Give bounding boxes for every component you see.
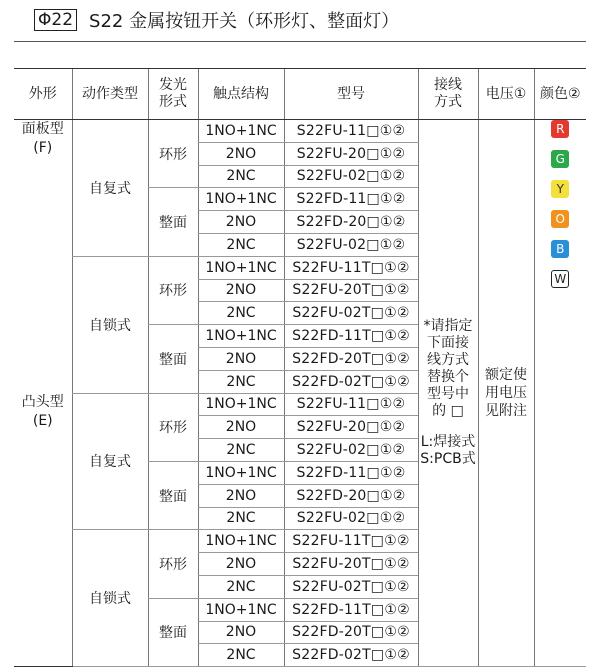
wiring-note: *请指定 下面接 线方式 替换个 型号中 的 □ <box>423 318 473 420</box>
cell-model: S22FU-02T□①② <box>284 575 418 598</box>
cell-model: S22FU-02□①② <box>284 507 418 530</box>
cell-contact: 1NO+1NC <box>198 461 284 484</box>
header-voltage: 电压① <box>478 69 534 120</box>
cell-light-type: 整面 <box>148 188 198 256</box>
cell-light-type: 整面 <box>148 325 198 393</box>
cell-model: S22FD-02T□①② <box>284 370 418 393</box>
cell-light-type: 整面 <box>148 461 198 529</box>
cell-action-type: 自锁式 <box>72 256 148 393</box>
color-badge-red: R <box>551 120 569 138</box>
cell-contact: 2NC <box>198 644 284 667</box>
cell-action-type: 自锁式 <box>72 530 148 667</box>
wiring-options: L:焊接式 S:PCB式 <box>420 434 476 468</box>
color-badge-white: W <box>551 270 569 288</box>
cell-wiring <box>418 120 478 667</box>
cell-contact: 2NC <box>198 507 284 530</box>
cell-model: S22FU-20T□①② <box>284 553 418 576</box>
cell-model: S22FU-02□①② <box>284 233 418 256</box>
cell-contact: 2NC <box>198 165 284 188</box>
cell-light-type: 环形 <box>148 530 198 598</box>
cell-contact: 1NO+1NC <box>198 188 284 211</box>
cell-contact: 2NC <box>198 302 284 325</box>
cell-contact: 2NC <box>198 370 284 393</box>
header-model: 型号 <box>284 69 418 120</box>
cell-model: S22FU-11T□①② <box>284 530 418 553</box>
cell-model: S22FD-20T□①② <box>284 621 418 644</box>
header-wiring: 接线 方式 <box>418 69 478 120</box>
cell-action-type: 自复式 <box>72 120 148 257</box>
cell-contact: 1NO+1NC <box>198 598 284 621</box>
cell-contact: 2NO <box>198 621 284 644</box>
cell-contact: 1NO+1NC <box>198 256 284 279</box>
cell-model: S22FU-02□①② <box>284 165 418 188</box>
spec-table <box>14 68 586 667</box>
color-badge-yellow: Y <box>551 180 569 198</box>
cell-light-type: 环形 <box>148 120 198 188</box>
cell-contact: 1NO+1NC <box>198 393 284 416</box>
cell-model: S22FU-11□①② <box>284 120 418 143</box>
page-title <box>34 5 399 35</box>
cell-contact: 2NO <box>198 553 284 576</box>
cell-model: S22FU-11T□①② <box>284 256 418 279</box>
color-badge-blue: B <box>551 240 569 258</box>
cell-voltage: 额定使 用电压 见附注 <box>478 120 534 667</box>
title-text: S22 金属按钮开关（环形灯、整面灯） <box>89 11 400 32</box>
header-color: 颜色② <box>534 69 586 120</box>
cell-contact: 1NO+1NC <box>198 530 284 553</box>
cell-contact: 2NC <box>198 233 284 256</box>
title-divider <box>14 41 586 42</box>
cell-model: S22FD-20□①② <box>284 211 418 234</box>
header-action: 动作类型 <box>72 69 148 120</box>
cell-model: S22FU-11□①② <box>284 393 418 416</box>
cell-model: S22FD-11T□①② <box>284 598 418 621</box>
cell-model: S22FU-02T□①② <box>284 302 418 325</box>
cell-model: S22FD-02T□①② <box>284 644 418 667</box>
cell-contact: 2NO <box>198 347 284 370</box>
cell-model: S22FD-11□①② <box>284 461 418 484</box>
color-badge-green: G <box>551 150 569 168</box>
cell-contact: 1NO+1NC <box>198 325 284 348</box>
cell-model: S22FU-20T□①② <box>284 279 418 302</box>
cell-contact: 2NO <box>198 416 284 439</box>
cell-model: S22FD-20□①② <box>284 484 418 507</box>
cell-contact: 2NO <box>198 279 284 302</box>
cell-form: 凸头型 (E) <box>14 393 72 667</box>
cell-model: S22FU-20□①② <box>284 142 418 165</box>
cell-model: S22FU-02□①② <box>284 439 418 462</box>
header-contact: 触点结构 <box>198 69 284 120</box>
cell-light-type: 环形 <box>148 393 198 461</box>
cell-action-type: 自复式 <box>72 393 148 530</box>
cell-model: S22FD-20T□①② <box>284 347 418 370</box>
header-form: 外形 <box>14 69 72 120</box>
cell-contact: 2NO <box>198 211 284 234</box>
header-row <box>14 69 586 120</box>
table-body <box>14 120 586 667</box>
cell-light-type: 整面 <box>148 598 198 666</box>
cell-model: S22FD-11T□①② <box>284 325 418 348</box>
cell-contact: 2NC <box>198 575 284 598</box>
header-light: 发光 形式 <box>148 69 198 120</box>
cell-contact: 2NO <box>198 142 284 165</box>
cell-contact: 2NC <box>198 439 284 462</box>
cell-model: S22FU-20□①② <box>284 416 418 439</box>
cell-colors <box>534 120 586 667</box>
cell-contact: 2NO <box>198 484 284 507</box>
color-badge-orange: O <box>551 210 569 228</box>
table-row <box>14 120 586 143</box>
diameter-label: Φ22 <box>34 9 77 31</box>
cell-contact: 1NO+1NC <box>198 120 284 143</box>
cell-form: 面板型 (F) <box>21 121 64 156</box>
cell-model: S22FD-11□①② <box>284 188 418 211</box>
cell-light-type: 环形 <box>148 256 198 324</box>
